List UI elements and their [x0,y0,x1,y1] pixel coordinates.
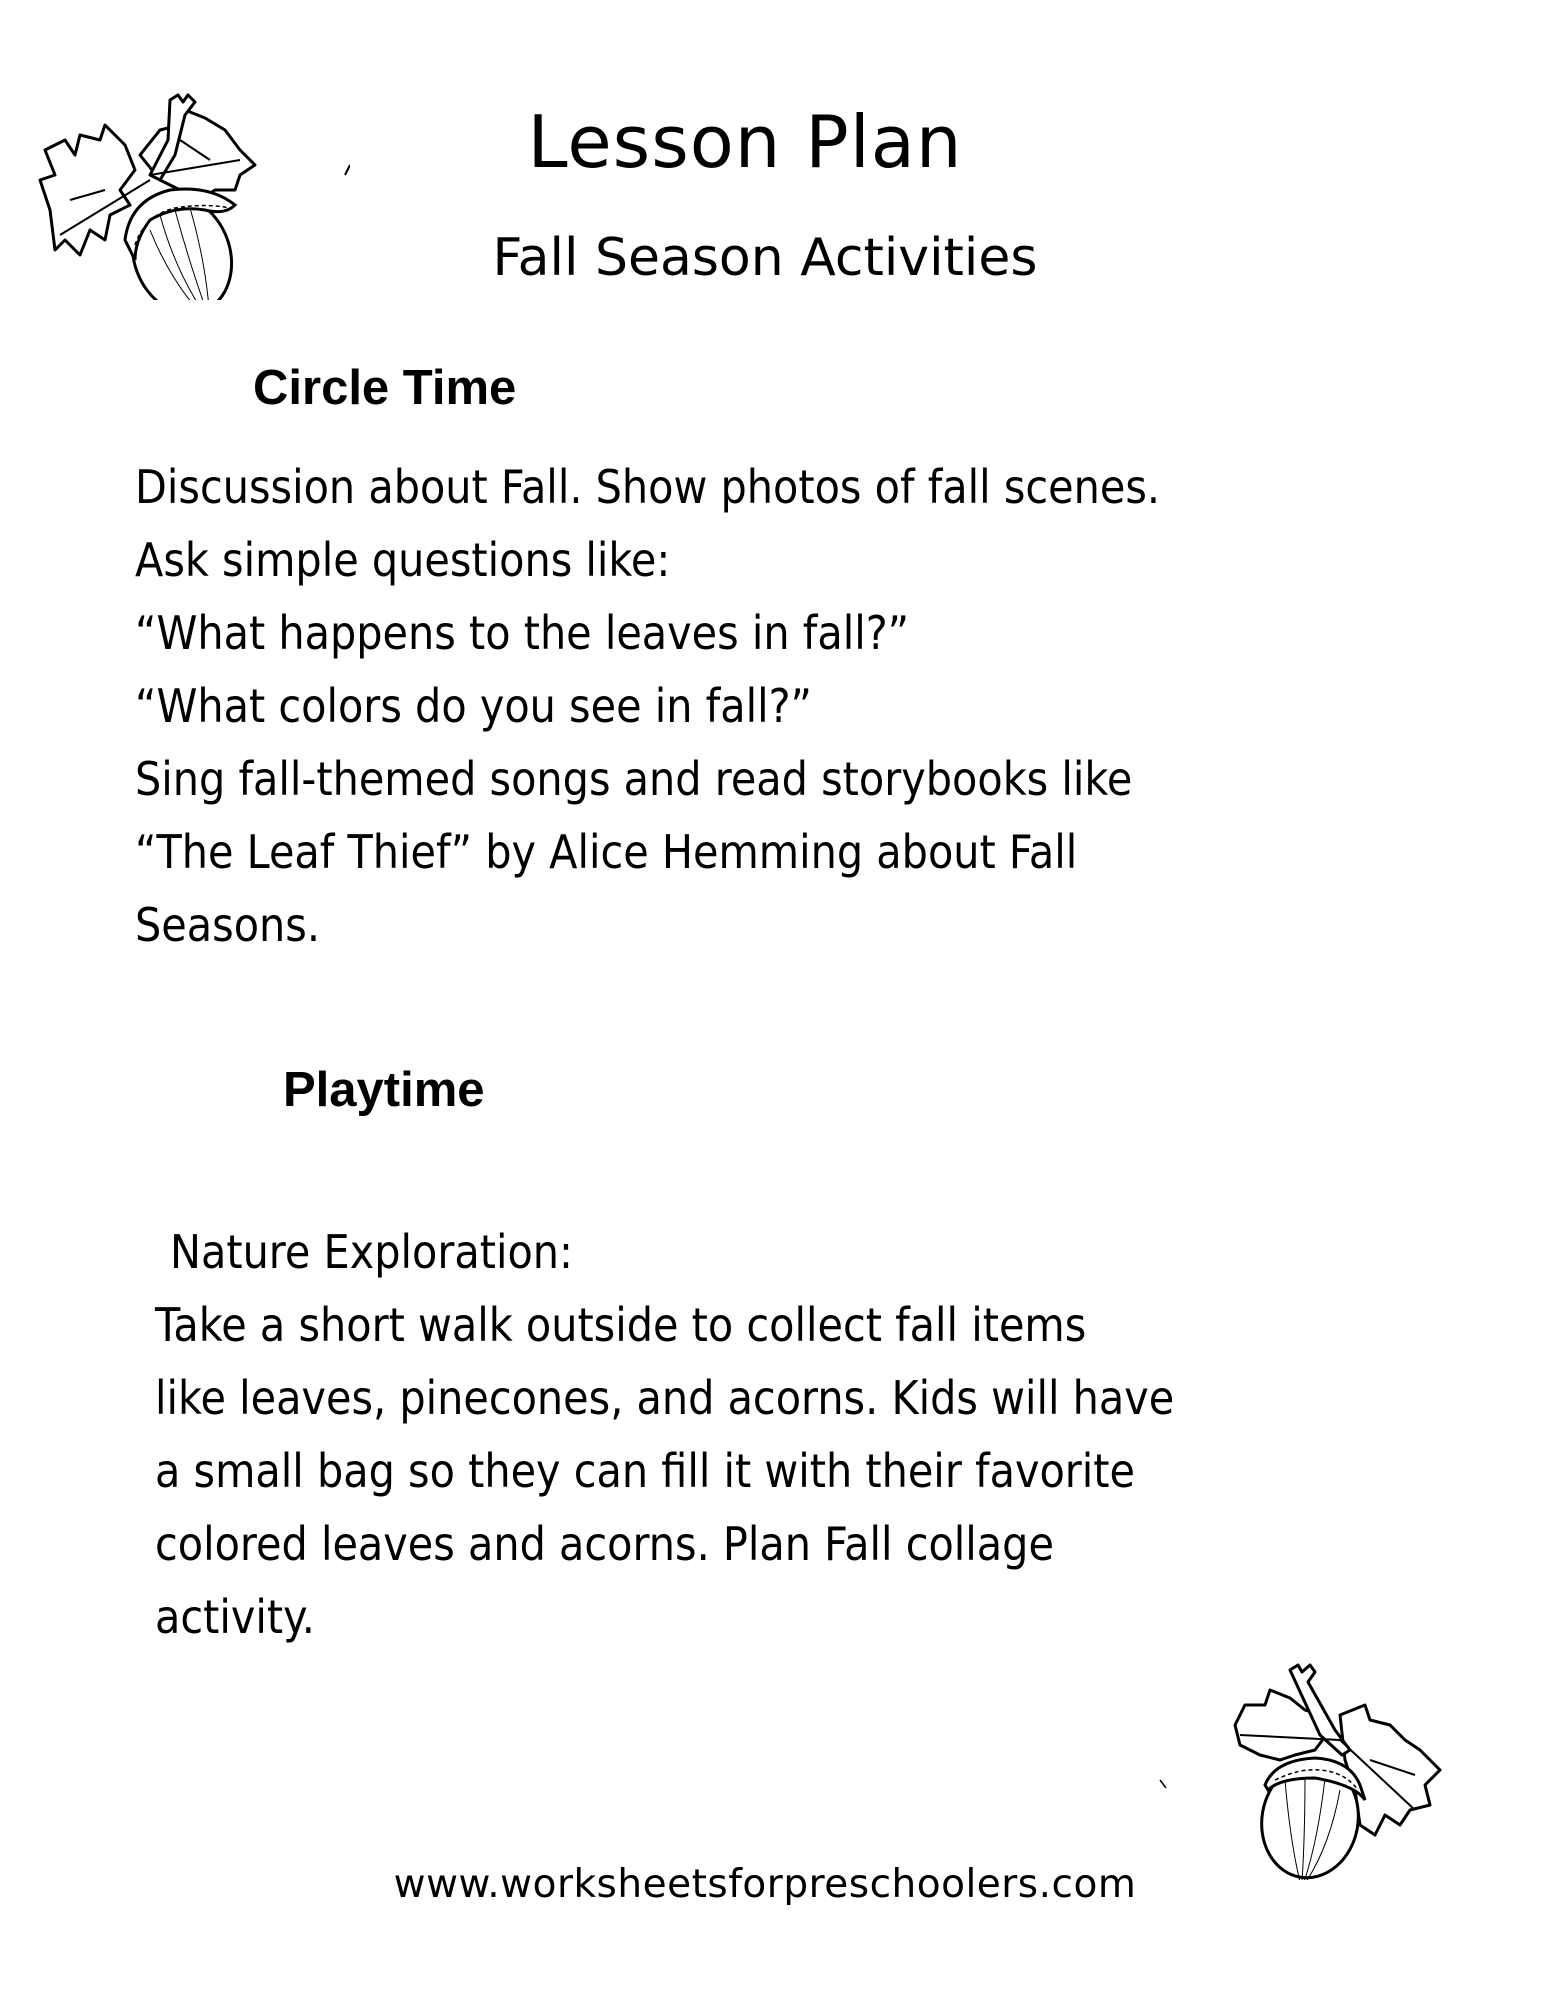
body-line: a small bag so they can fill it with their favorite [155,1444,1136,1498]
subheading-nature-exploration: Nature Exploration: [170,1225,573,1279]
body-line: Seasons. [135,898,320,952]
page-title: Lesson Plan [527,100,963,184]
body-line: like leaves, pinecones, and acorns. Kids will have [155,1371,1175,1425]
section-heading-circle-time: Circle Time [253,361,517,415]
body-line: Sing fall-themed songs and read storybooks like [135,752,1133,806]
page-subtitle: Fall Season Activities [492,228,1038,288]
footer-website-url: www.worksheetsforpreschoolers.com [393,1862,1137,1907]
section-heading-playtime: Playtime [283,1063,485,1117]
body-line: “The Leaf Thief” by Alice Hemming about Fall [135,825,1078,879]
acorn-illustration-bottom-right [1140,1620,1480,1880]
body-line: Ask simple questions like: [135,533,671,587]
body-line: colored leaves and acorns. Plan Fall collage [155,1517,1054,1571]
body-line: Take a short walk outside to collect fall items [155,1298,1087,1352]
body-line: activity. [155,1590,315,1644]
body-line: Discussion about Fall. Show photos of fall scenes. [135,460,1161,514]
body-line: “What colors do you see in fall?” [135,679,812,733]
body-line: “What happens to the leaves in fall?” [135,606,910,660]
